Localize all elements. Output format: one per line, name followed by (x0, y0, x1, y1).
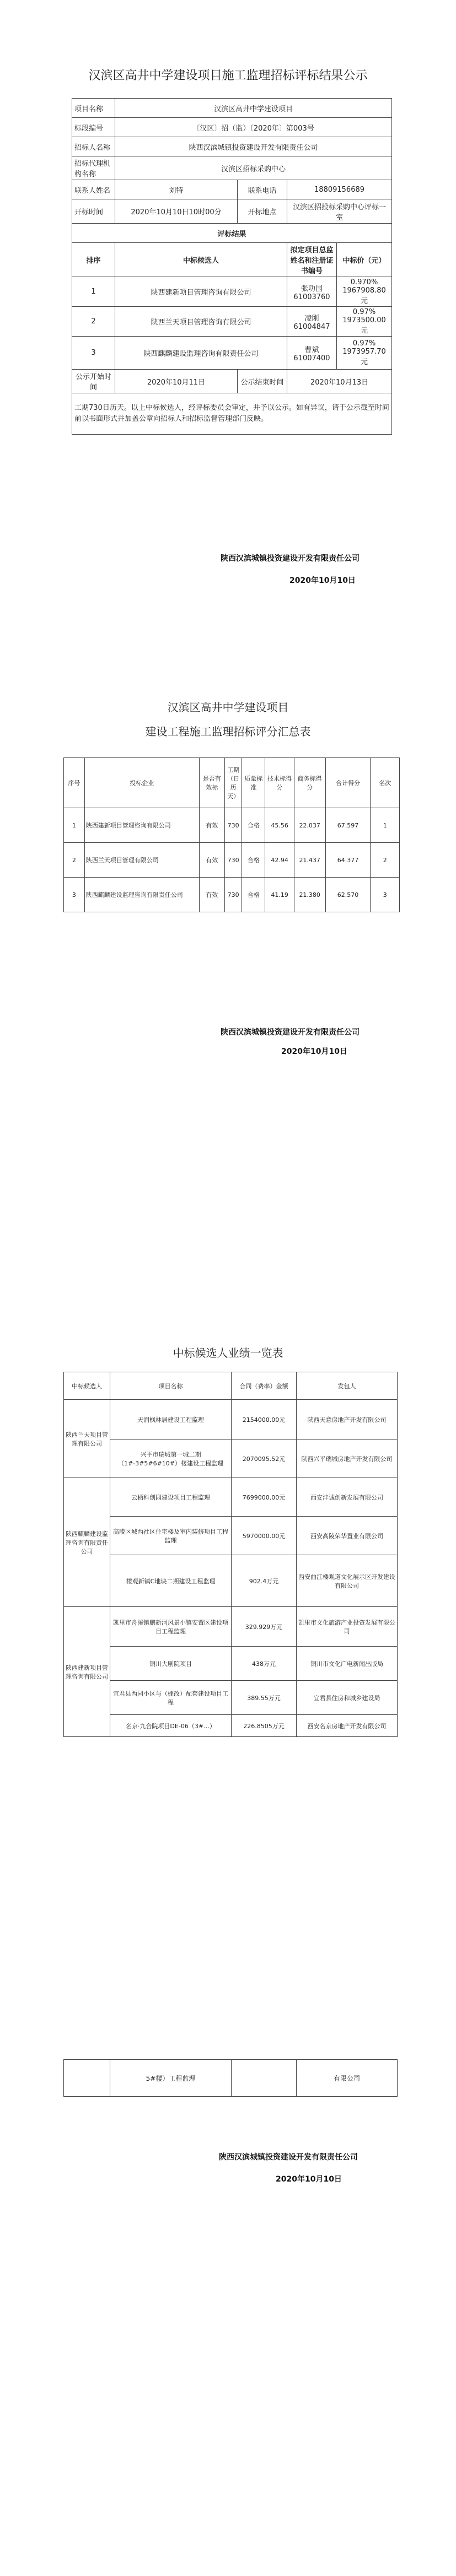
bid-no-label: 标段编号 (72, 118, 115, 137)
result-name: 陕西建新项目管理咨询有限公司 (115, 277, 287, 307)
score-days: 730 (224, 878, 242, 912)
score-valid: 有效 (199, 808, 224, 843)
perf-client: 西安高陵荣华置业有限公司 (297, 1517, 398, 1555)
perf-amount: 438万元 (232, 1647, 297, 1681)
perf-row (64, 1517, 398, 1555)
result-rank: 3 (72, 337, 115, 370)
open-row (72, 199, 392, 224)
score-tech: 41.19 (265, 878, 294, 912)
result-director: 张功国 (301, 284, 323, 293)
perf-client: 有限公司 (297, 2060, 398, 2097)
perf-amount: 2070095.52元 (232, 1439, 297, 1478)
result-director: 曹斌 (304, 345, 319, 354)
perf-header-row (64, 1372, 398, 1400)
col-total: 合计得分 (325, 758, 371, 808)
result-price: 1967908.80元 (342, 286, 386, 305)
score-quality: 合格 (242, 808, 265, 843)
score-biz: 21.380 (294, 878, 325, 912)
score-no: 2 (64, 843, 85, 878)
score-no: 3 (64, 878, 85, 912)
phone-label: 联系电话 (238, 180, 287, 199)
perf-continued-row (64, 2060, 398, 2097)
result-name: 陕西兰天项目管理咨询有限公司 (115, 307, 287, 337)
perf-client: 宜君县住房和城乡建设局 (297, 1681, 398, 1715)
result-rate: 0.97% (352, 339, 376, 348)
project-name-row (72, 99, 392, 118)
perf-candidate: 陕西麒麟建设监理咨询有限责任公司 (64, 1478, 110, 1607)
pub-end-value: 2020年10月13日 (287, 370, 392, 393)
open-time-value: 2020年10月10日10时00分 (115, 199, 238, 224)
tenderer-value: 陕西汉滨城镇投资建设开发有限责任公司 (115, 137, 392, 156)
bid-no-value: 〔汉区〕招（监）〔2020年〕第003号 (115, 118, 392, 137)
doc3-title: 中标候选人业绩一览表 (173, 1346, 283, 1360)
perf-project: 名京·九合院项目DE-06（3#…） (110, 1715, 232, 1737)
tenderer-label: 招标人名称 (72, 137, 115, 156)
pub-start-value: 2020年10月11日 (115, 370, 238, 393)
doc2-title-line2: 建设工程施工监理招标评分汇总表 (145, 725, 311, 738)
note-row (72, 393, 392, 435)
doc2-date: 2020年10月10日 (281, 1047, 347, 1056)
result-price: 1973957.70元 (342, 348, 386, 366)
bid-no-row (72, 118, 392, 137)
doc4-date: 2020年10月10日 (276, 2175, 342, 2184)
perf-row (64, 1400, 398, 1439)
score-row (64, 843, 400, 878)
result-rank: 1 (72, 277, 115, 307)
agent-row (72, 156, 392, 180)
contact-row (72, 180, 392, 199)
result-price: 1973500.00元 (342, 316, 386, 335)
score-biz: 21.437 (294, 843, 325, 878)
agent-value: 汉滨区招标采购中心 (115, 156, 392, 180)
perf-amount: 389.55万元 (232, 1681, 297, 1715)
results-title-row (72, 224, 392, 243)
tenderer-row (72, 137, 392, 156)
score-days: 730 (224, 808, 242, 843)
doc2-signature: 陕西汉滨城镇投资建设开发有限责任公司 (221, 1028, 360, 1037)
score-header-row (64, 758, 400, 808)
result-rate: 0.970% (350, 278, 378, 286)
result-name: 陕西麒麟建设监理咨询有限责任公司 (115, 337, 287, 370)
result-row (72, 307, 392, 337)
col-days: 工期（日历天） (224, 758, 242, 808)
project-name-value: 汉滨区高井中学建设项目 (115, 99, 392, 118)
note-text: 工期730日历天。以上中标候选人，经评标委员会审定，并予以公示。如有异议，请于公示截至时间前以书面形式并加盖公章向招标人和招标监督管理部门反映。 (72, 393, 392, 435)
result-row (72, 337, 392, 370)
col-tech: 技术标得分 (265, 758, 294, 808)
perf-project: 铜川大剧院项目 (110, 1647, 232, 1681)
performance-table-continued (63, 2059, 398, 2097)
result-cert: 61007400 (293, 354, 330, 362)
perf-project: 宜君县西园小区与（棚改）配套建设项目工程 (110, 1681, 232, 1715)
perf-project: 凯里市舟溪镇鹏新河风景小镇安置区建设项目工程监理 (110, 1607, 232, 1647)
score-quality: 合格 (242, 843, 265, 878)
perf-row (64, 1555, 398, 1607)
performance-table (63, 1372, 398, 1737)
score-rank: 1 (371, 808, 400, 843)
score-total: 64.377 (325, 843, 371, 878)
col-candidate: 中标候选人 (64, 1372, 110, 1400)
col-amount: 合同（费率）金额 (232, 1372, 297, 1400)
score-tech: 45.56 (265, 808, 294, 843)
doc2-title-line1: 汉滨区高井中学建设项目 (167, 701, 289, 714)
perf-amount-empty (232, 2060, 297, 2097)
col-candidate: 中标候选人 (115, 243, 287, 277)
perf-project: 天润枫林居建设工程监理 (110, 1400, 232, 1439)
perf-row (64, 1478, 398, 1517)
score-total: 67.597 (325, 808, 371, 843)
perf-client: 西安沣诚创新发展有限公司 (297, 1478, 398, 1517)
perf-amount: 2154000.00元 (232, 1400, 297, 1439)
perf-client: 铜川市文化广电新闻出版局 (297, 1647, 398, 1681)
col-project: 项目名称 (110, 1372, 232, 1400)
open-time-label: 开标时间 (72, 199, 115, 224)
score-valid: 有效 (199, 878, 224, 912)
publicity-row (72, 370, 392, 393)
perf-candidate: 陕西建新项目管理咨询有限公司 (64, 1607, 110, 1737)
perf-row (64, 1607, 398, 1647)
perf-amount: 226.8505万元 (232, 1715, 297, 1737)
col-quality: 质量标准 (242, 758, 265, 808)
score-valid: 有效 (199, 843, 224, 878)
col-valid: 是否有效标 (199, 758, 224, 808)
perf-project: 云栖科创园建设项目工程监理 (110, 1478, 232, 1517)
col-rank: 名次 (371, 758, 400, 808)
results-title: 评标结果 (72, 224, 392, 243)
score-quality: 合格 (242, 878, 265, 912)
score-tech: 42.94 (265, 843, 294, 878)
col-no: 序号 (64, 758, 85, 808)
phone-value: 18809156689 (287, 180, 392, 199)
perf-project: 楼观新镇C地块二期建设工程监理 (110, 1555, 232, 1607)
perf-client: 西安曲江楼观道文化展示区开发建设有限公司 (297, 1555, 398, 1607)
result-cert: 61004847 (293, 322, 330, 331)
score-days: 730 (224, 843, 242, 878)
pub-end-label: 公示结束时间 (238, 370, 287, 393)
perf-row (64, 1647, 398, 1681)
perf-client: 陕西天意房地产开发有限公司 (297, 1400, 398, 1439)
perf-row (64, 1681, 398, 1715)
perf-project: 兴平市瑞城第一城二期（1#-3#5#6#10#）楼建设工程监理 (110, 1439, 232, 1478)
doc1-signature: 陕西汉滨城镇投资建设开发有限责任公司 (221, 554, 360, 563)
perf-project: 高陵区城西社区住宅楼及室内装修项目工程监理 (110, 1517, 232, 1555)
doc4-signature: 陕西汉滨城镇投资建设开发有限责任公司 (219, 2153, 358, 2162)
bid-result-table (72, 98, 392, 435)
result-row (72, 277, 392, 307)
contact-value: 刘特 (115, 180, 238, 199)
project-name-label: 项目名称 (72, 99, 115, 118)
perf-client: 西安名京房地产开发有限公司 (297, 1715, 398, 1737)
agent-label: 招标代理机构名称 (72, 156, 115, 180)
score-row (64, 808, 400, 843)
open-place-value: 汉滨区招投标采购中心评标一室 (287, 199, 392, 224)
perf-amount: 329.929万元 (232, 1607, 297, 1647)
open-place-label: 开标地点 (238, 199, 287, 224)
result-rank: 2 (72, 307, 115, 337)
perf-amount: 5970000.00元 (232, 1517, 297, 1555)
result-director: 凌刚 (304, 314, 319, 323)
contact-label: 联系人姓名 (72, 180, 115, 199)
perf-client: 陕西兴平瑞城房地产开发有限公司 (297, 1439, 398, 1478)
col-director: 拟定项目总监姓名和注册证书编号 (287, 243, 337, 277)
perf-project: 5#楼）工程监理 (110, 2060, 232, 2097)
score-total: 62.570 (325, 878, 371, 912)
perf-client: 凯里市文化旅游产业投资发展有限公司 (297, 1607, 398, 1647)
score-no: 1 (64, 808, 85, 843)
col-client: 发包人 (297, 1372, 398, 1400)
result-rate: 0.97% (352, 308, 376, 316)
doc1-date: 2020年10月10日 (289, 576, 356, 585)
perf-candidate-empty (64, 2060, 110, 2097)
score-rank: 3 (371, 878, 400, 912)
col-company: 投标企业 (84, 758, 199, 808)
score-summary-table (63, 757, 400, 912)
pub-start-label: 公示开始时间 (72, 370, 115, 393)
perf-row (64, 1715, 398, 1737)
col-price: 中标价（元） (337, 243, 392, 277)
perf-amount: 7699000.00元 (232, 1478, 297, 1517)
score-rank: 2 (371, 843, 400, 878)
score-company: 陕西兰天项目管理有限公司 (84, 843, 199, 878)
score-biz: 22.037 (294, 808, 325, 843)
score-row (64, 878, 400, 912)
perf-amount: 902.4万元 (232, 1555, 297, 1607)
doc1-title: 汉滨区高井中学建设项目施工监理招标评标结果公示 (88, 69, 368, 83)
score-company: 陕西建新项目管理咨询有限公司 (84, 808, 199, 843)
results-header-row (72, 243, 392, 277)
col-biz: 商务标得分 (294, 758, 325, 808)
score-company: 陕西麒麟建设监理咨询有限责任公司 (84, 878, 199, 912)
perf-row (64, 1439, 398, 1478)
result-cert: 61003760 (293, 293, 330, 301)
perf-candidate: 陕西兰天项目管理有限公司 (64, 1400, 110, 1478)
col-rank: 排序 (72, 243, 115, 277)
